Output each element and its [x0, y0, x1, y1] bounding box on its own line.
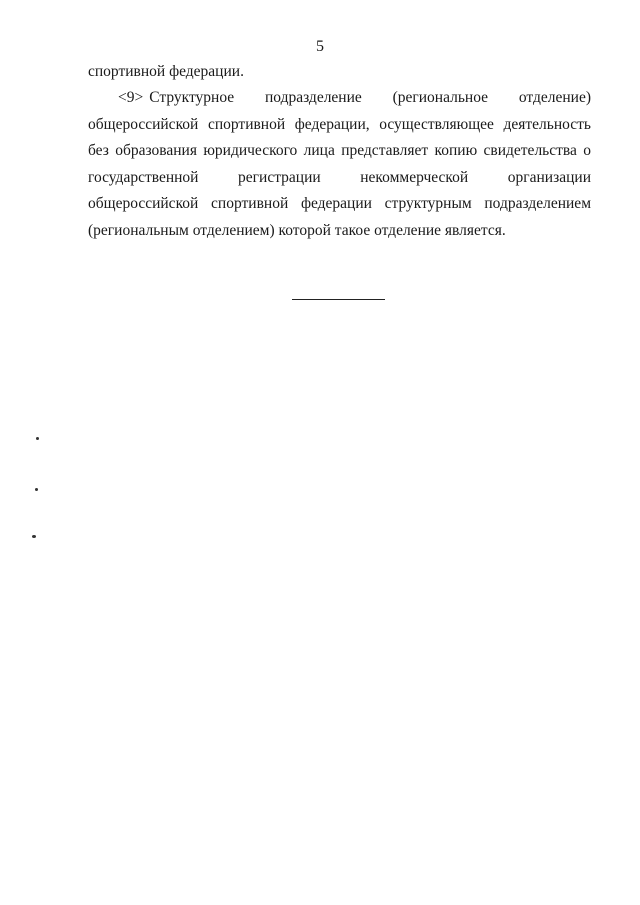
continuation-paragraph: спортивной федерации. — [88, 63, 244, 80]
footnote-marker: <9> — [118, 89, 144, 106]
scan-speck — [36, 437, 39, 440]
scan-speck — [35, 488, 38, 491]
footnote-text: Структурное подразделение (региональное отделение) общероссийской спортивной федерации, осуществляющее деятельность без образования юридического лица представляет копию свидетельства о государственной регистрации некоммерческой организации общероссийской спортивной федерации структурным подразделением (региональным отделением) которой такое отделение является. — [88, 89, 591, 239]
scan-speck — [32, 535, 36, 538]
page-number: 5 — [316, 38, 324, 55]
footnote-paragraph — [88, 85, 591, 244]
footnote-separator-line — [292, 299, 385, 300]
